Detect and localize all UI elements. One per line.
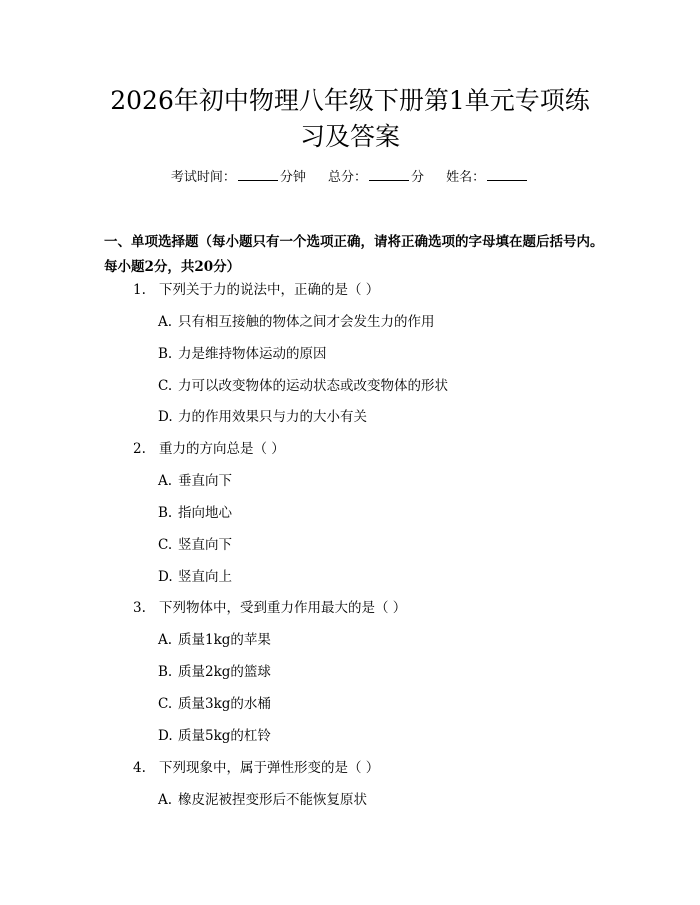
exam-time-unit: 分钟 <box>279 170 306 185</box>
question-4 <box>133 758 379 778</box>
option-1a <box>158 312 435 332</box>
option-letter: A. <box>158 314 173 330</box>
exam-time-blank <box>238 168 278 181</box>
question-number: 2. <box>133 441 146 457</box>
option-letter: A. <box>158 632 173 648</box>
question-number: 3. <box>133 600 146 616</box>
option-letter: C. <box>158 696 173 712</box>
option-2d <box>158 567 232 587</box>
section-heading: 一、单项选择题（每小题只有一个选项正确，请将正确选项的字母填在题后括号内。每小题2分，共20分） <box>104 234 604 275</box>
option-3b <box>158 662 271 682</box>
option-letter: B. <box>158 346 173 362</box>
total-score-unit: 分 <box>411 170 425 185</box>
option-2b <box>158 503 232 523</box>
option-text: 力可以改变物体的运动状态或改变物体的形状 <box>178 378 448 394</box>
question-text: 下列物体中，受到重力作用最大的是（ ） <box>159 600 407 616</box>
option-text: 橡皮泥被捏变形后不能恢复原状 <box>178 792 367 808</box>
option-1c <box>158 376 448 396</box>
question-text: 重力的方向总是（ ） <box>159 441 285 457</box>
student-name-label: 姓名： <box>446 170 486 185</box>
question-2 <box>133 439 285 459</box>
option-letter: A. <box>158 473 173 489</box>
question-text: 下列现象中，属于弹性形变的是（ ） <box>159 760 380 776</box>
option-text: 力的作用效果只与力的大小有关 <box>178 409 367 425</box>
option-letter: B. <box>158 505 173 521</box>
option-letter: C. <box>158 378 173 394</box>
document-title-line1: 2026年初中物理八年级下册第1单元专项练 <box>110 86 590 115</box>
question-text: 下列关于力的说法中，正确的是（ ） <box>159 282 380 298</box>
option-text: 质量5kg的杠铃 <box>178 728 271 744</box>
option-letter: B. <box>158 664 173 680</box>
option-letter: D. <box>158 569 173 585</box>
option-1d <box>158 407 367 427</box>
option-text: 垂直向下 <box>178 473 232 489</box>
option-letter: C. <box>158 537 173 553</box>
total-score-label: 总分： <box>327 170 367 185</box>
question-1 <box>133 280 379 300</box>
option-text: 竖直向下 <box>178 537 232 553</box>
option-4a <box>158 790 367 810</box>
exam-time-field <box>171 168 306 188</box>
option-text: 指向地心 <box>178 505 232 521</box>
question-number: 4. <box>133 760 146 776</box>
option-letter: D. <box>158 728 173 744</box>
option-text: 质量3kg的水桶 <box>178 696 271 712</box>
option-3c <box>158 694 271 714</box>
document-title-line2: 习及答案 <box>299 122 400 151</box>
exam-time-label: 考试时间： <box>170 170 236 185</box>
total-score-field <box>328 168 424 188</box>
option-text: 只有相互接触的物体之间才会发生力的作用 <box>178 314 435 330</box>
student-name-blank <box>487 168 527 181</box>
question-number: 1. <box>133 282 146 298</box>
option-3d <box>158 726 271 746</box>
option-2c <box>158 535 232 555</box>
student-name-field <box>446 168 529 188</box>
total-score-blank <box>369 168 409 181</box>
option-3a <box>158 630 271 650</box>
option-text: 竖直向上 <box>178 569 232 585</box>
option-2a <box>158 471 232 491</box>
option-text: 质量1kg的苹果 <box>178 632 271 648</box>
option-letter: A. <box>158 792 173 808</box>
option-text: 力是维持物体运动的原因 <box>178 346 327 362</box>
option-1b <box>158 344 327 364</box>
option-text: 质量2kg的篮球 <box>178 664 271 680</box>
exam-info <box>0 168 700 188</box>
option-letter: D. <box>158 409 173 425</box>
question-3 <box>133 598 406 618</box>
